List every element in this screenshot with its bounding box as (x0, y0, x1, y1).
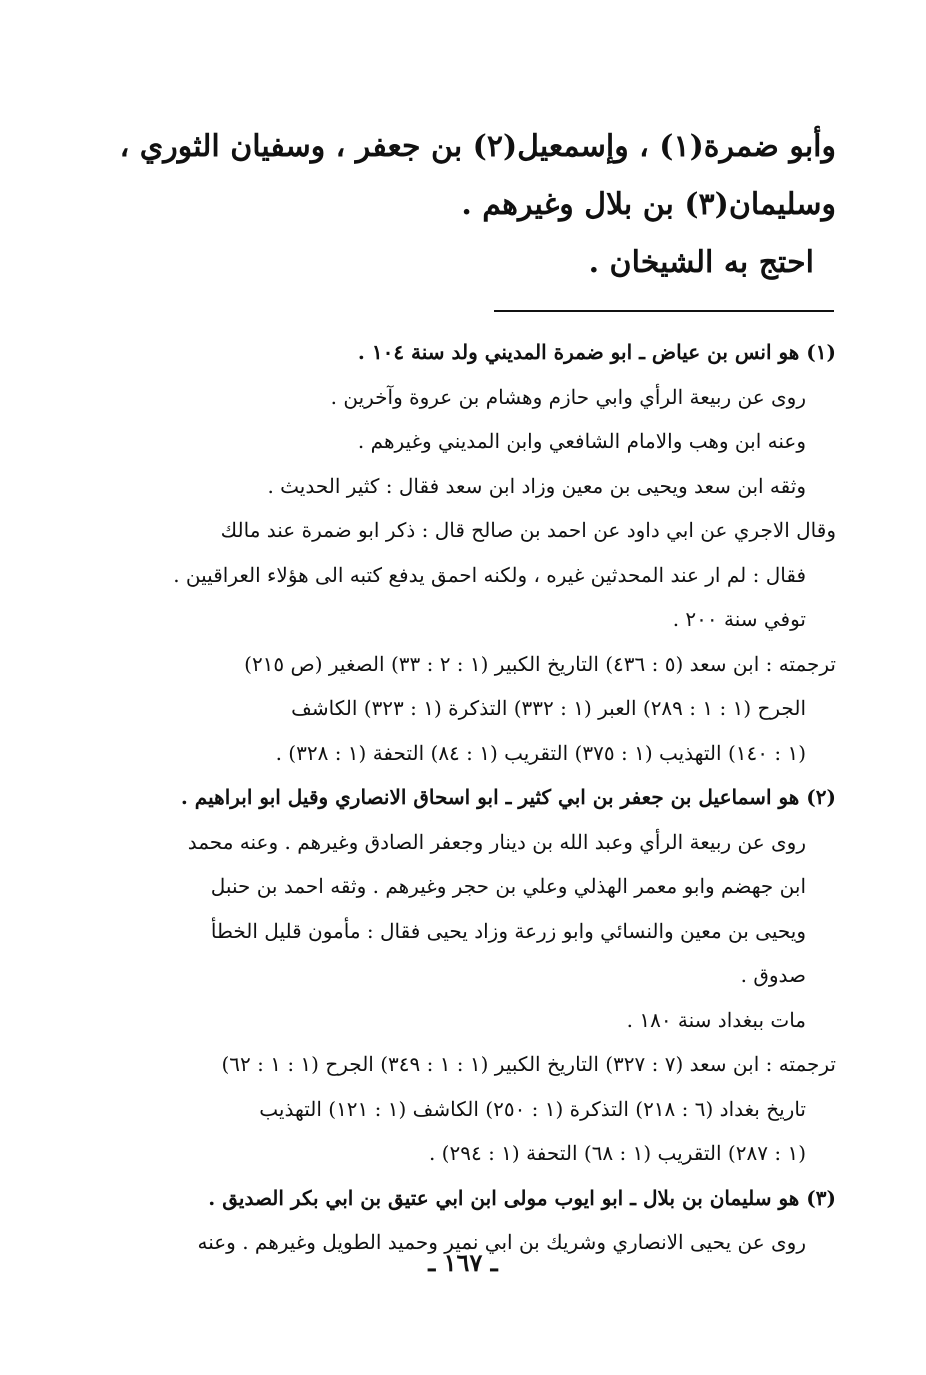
footnotes (116, 330, 836, 1265)
footnote-line: ترجمته : ابن سعد (٧ : ٣٢٧) التاريخ الكبير (١ : ١ : ٣٤٩) الجرح (١ : ١ : ٦٢) (221, 1052, 836, 1076)
main-text-line: وسليمان‏(٣) بن بلال وغيرهم . (461, 187, 836, 222)
footnote-line: (٣) هو سليمان بن بلال ـ ابو ايوب مولى ابن ابي عتيق بن ابي بكر الصديق . (208, 1185, 836, 1210)
footnote-line: وثقه ابن سعد ويحيى بن معين وزاد ابن سعد فقال : كثير الحديث . (267, 473, 806, 498)
footnote-line: روى عن ربيعة الرأي وابي حازم وهشام بن عروة وآخرين . (330, 384, 806, 409)
footnote-line: (١ : ٢٨٧) التقريب (١ : ٦٨) التحفة (١ : ٢٩٤) . (428, 1141, 806, 1165)
footnote-separator (494, 310, 834, 312)
footnote-line: وعنه ابن وهب والامام الشافعي وابن المديني وغيرهم . (357, 429, 806, 453)
footnote-line: ويحيى بن معين والنسائي وابو زرعة وزاد يحيى فقال : مأمون قليل الخطأ (210, 918, 806, 943)
main-text-line: احتج به الشيخان . (588, 245, 814, 280)
footnote-line: روى عن يحيى الانصاري وشريك بن ابي نمير وحميد الطويل وغيرهم . وعنه (197, 1230, 806, 1254)
footnote-line: ترجمته : ابن سعد (٥ : ٤٣٦) التاريخ الكبير (١ : ٢ : ٣٣) الصغير (ص ٢١٥) (244, 651, 836, 676)
footnote-line: (١) هو انس بن عياض ـ ابو ضمرة المديني ولد سنة ١٠٤ . (357, 340, 836, 364)
main-text-line: وأبو ضمرة‏(١) ، وإسمعيل‏(٢) بن جعفر ، وسفيان الثوري ، (119, 129, 836, 164)
footnote-line: روى عن ربيعة الرأي وعبد الله بن دينار وجعفر الصادق وغيرهم . وعنه محمد (187, 829, 806, 854)
footnote-line: ابن جهضم وابو معمر الهذلي وعلي بن حجر وغيرهم . وثقه احمد بن حنبل (210, 874, 806, 898)
footnote-line: (١ : ١٤٠) التهذيب (١ : ٣٧٥) التقريب (١ : ٨٤) التحفة (١ : ٣٢٨) . (275, 740, 806, 765)
main-text (116, 118, 836, 292)
footnote-line: تاريخ بغداد (٦ : ٢١٨) التذكرة (١ : ٢٥٠) الكاشف (١ : ١٢١) التهذيب (259, 1096, 806, 1121)
footnote-line: فقال : لم ار عند المحدثين غيره ، ولكنه احمق يدفع كتبه الى هؤلاء العراقيين . (173, 562, 806, 587)
footnote-line: مات ببغداد سنة ١٨٠ . (626, 1007, 806, 1032)
footnote-line: (٢) هو اسماعيل بن جعفر بن ابي كثير ـ ابو اسحاق الانصاري وقيل ابو ابراهيم . (180, 785, 836, 809)
footnote-line: وقال الاجري عن ابي داود عن احمد بن صالح قال : ذكر ابو ضمرة عند مالك (220, 518, 836, 542)
footnote-line: الجرح (١ : ١ : ٢٨٩) العبر (١ : ٣٣٢) التذكرة (١ : ٣٢٣) الكاشف (291, 696, 806, 720)
page-number: ـ ١٦٧ ـ (428, 1248, 498, 1277)
footnote-line: صدوق . (740, 963, 806, 987)
footnote-line: توفي سنة ٢٠٠ . (672, 607, 806, 631)
